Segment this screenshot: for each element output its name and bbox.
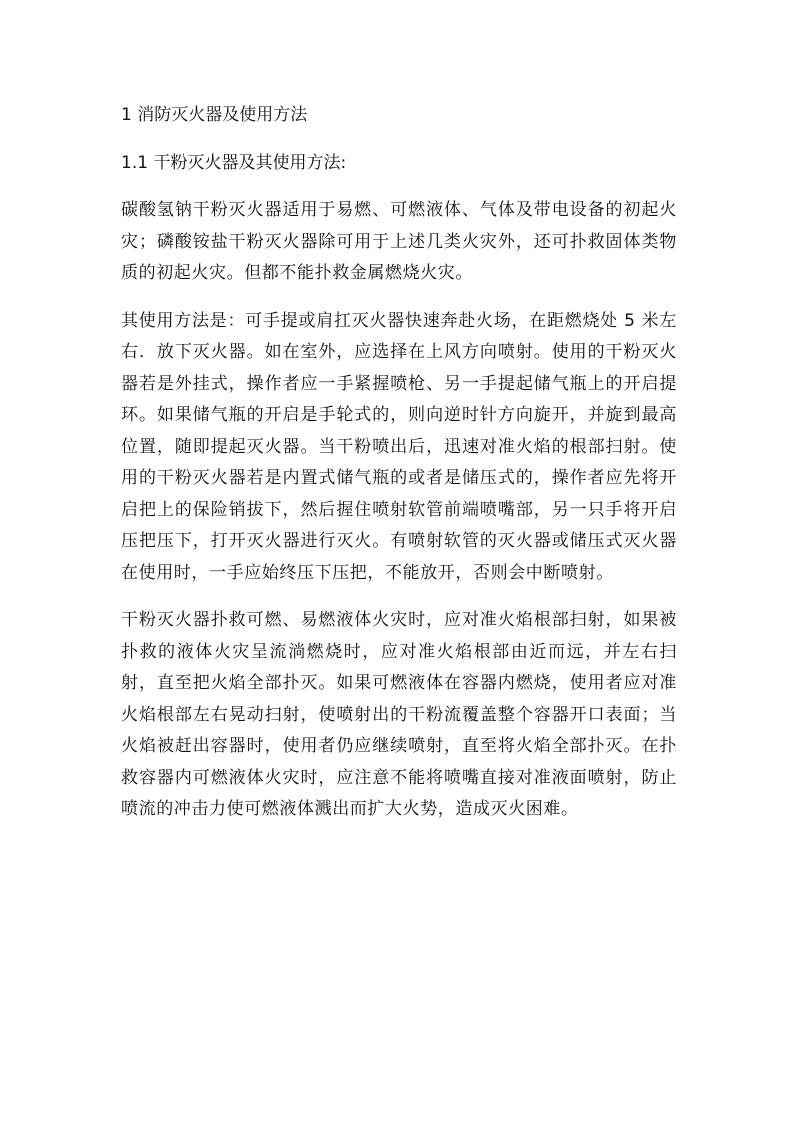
document-body [121, 100, 677, 842]
subsection-heading: 1.1 干粉灭火器及其使用方法: [121, 152, 347, 173]
paragraph-liquid-fire: 干粉灭火器扑救可燃、易燃液体火灾时，应对准火焰根部扫射，如果被扑救的液体火灾呈流淌燃烧时，应对准火焰根部由近而远，并左右扫射，直至把火焰全部扑灭。如果可燃液体在容器内燃烧，使用者应对准火焰根部左右晃动扫射，使喷射出的干粉流覆盖整个容器开口表面；当火焰被赶出容器时，使用者仍应继续喷射，直至将火焰全部扑灭。在扑救容器内可燃液体火灾时，应注意不能将喷嘴直接对准液面喷射，防止喷流的冲击力使可燃液体溅出而扩大火势，造成灭火困难。 [121, 610, 677, 819]
paragraph-applicability: 碳酸氢钠干粉灭火器适用于易燃、可燃液体、气体及带电设备的初起火灾；磷酸铵盐干粉灭火器除可用于上述几类火灾外，还可扑救固体类物质的初起火灾。但都不能扑救金属燃烧火灾。 [121, 200, 677, 283]
paragraph-usage-method: 其使用方法是：可手提或肩扛灭火器快速奔赴火场，在距燃烧处 5 米左右．放下灭火器。如在室外，应选择在上风方向喷射。使用的干粉灭火器若是外挂式，操作者应一手紧握喷枪、另一手提起储气瓶上的开启提环。如果储气瓶的开启是手轮式的，则向逆时针方向旋开，并旋到最高位置，随即提起灭火器。当干粉喷出后，迅速对准火焰的根部扫射。使用的干粉灭火器若是内置式储气瓶的或者是储压式的，操作者应先将开启把上的保险销拔下，然后握住喷射软管前端喷嘴部，另一只手将开启压把压下，打开灭火器进行灭火。有喷射软管的灭火器或储压式灭火器在使用时，一手应始终压下压把，不能放开，否则会中断喷射。 [121, 310, 677, 583]
section-heading: 1 消防灭火器及使用方法 [121, 105, 308, 125]
